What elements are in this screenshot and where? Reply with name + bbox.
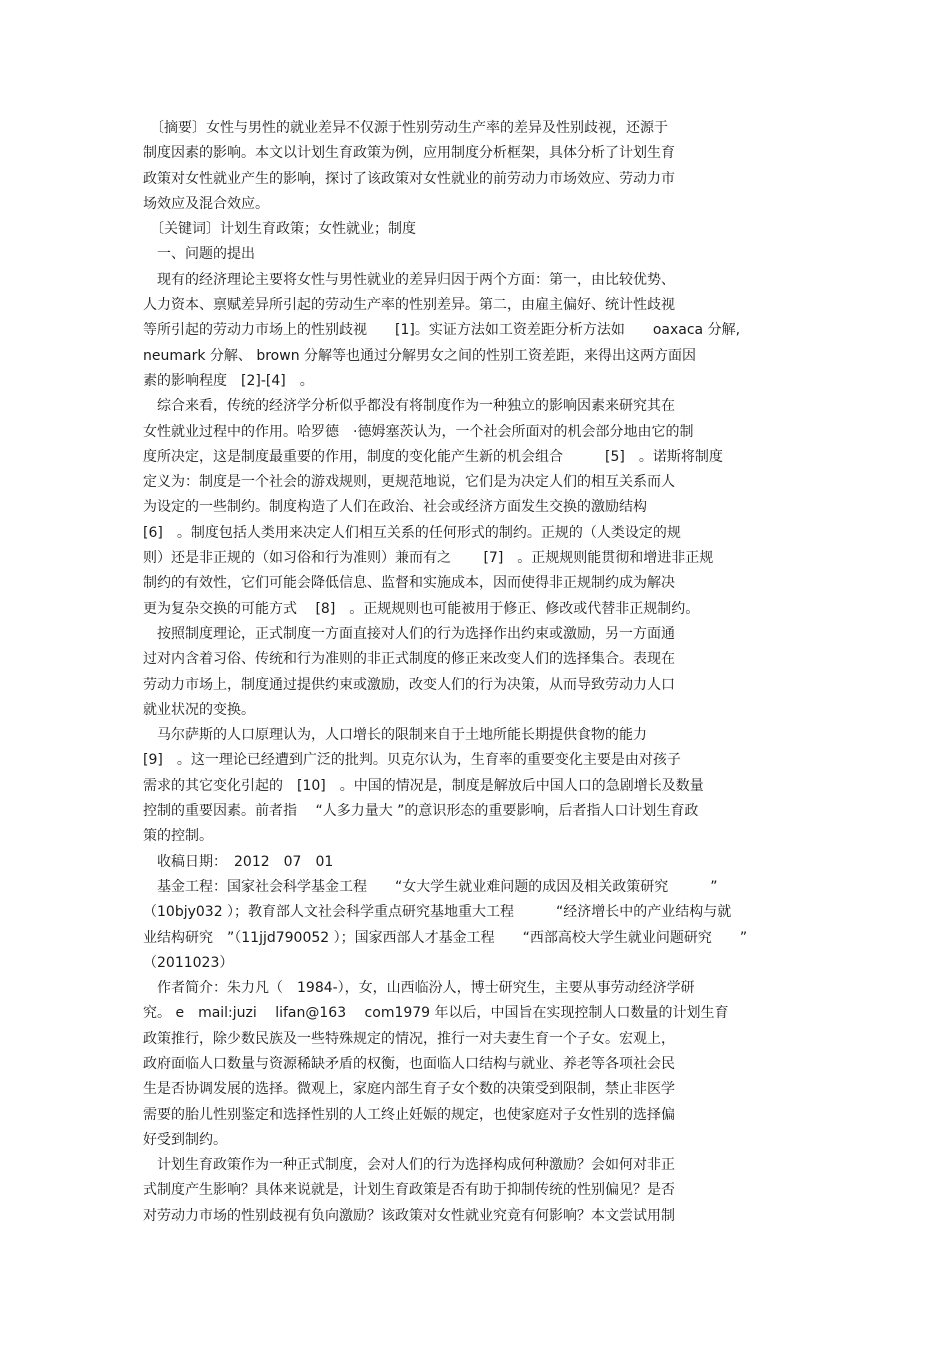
text-line: 基金工程：国家社会科学基金工程 “女大学生就业难问题的成因及相关政策研究 ”	[143, 878, 718, 895]
text-line: neumark 分解、 brown 分解等也通过分解男女之间的性别工资差距，来得出这两方面因	[143, 347, 697, 364]
text-line: 制约的有效性，它们可能会降低信息、监督和实施成本，因而使得非正规制约成为解决	[143, 575, 675, 592]
text-line: 为设定的一些制约。制度构造了人们在政治、社会或经济方面发生交换的激励结构	[143, 499, 647, 516]
text-line: 马尔萨斯的人口原理认为，人口增长的限制来自于土地所能长期提供食物的能力	[143, 727, 647, 744]
text-line: （2011023）	[143, 954, 234, 971]
text-line: 素的影响程度 [2]-[4] 。	[143, 372, 314, 389]
text-line: 需要的胎儿性别鉴定和选择性别的人工终止妊娠的规定，也使家庭对子女性别的选择偏	[143, 1106, 675, 1123]
text-line: 控制的重要因素。前者指 “人多力量大 ”的意识形态的重要影响，后者指人口计划生育政	[143, 803, 699, 820]
text-line: 好受到制约。	[143, 1131, 227, 1148]
text-line: 对劳动力市场的性别歧视有负向激励？该政策对女性就业究竟有何影响？本文尝试用制	[143, 1207, 675, 1224]
text-line: 一、问题的提出	[143, 246, 255, 263]
text-line: 需求的其它变化引起的 [10] 。中国的情况是，制度是解放后中国人口的急剧增长及数量	[143, 777, 704, 794]
text-line: 究。 e mail:juzi lifan@163 com1979 年以后，中国旨在实现控制人口数量的计划生育	[143, 1005, 729, 1022]
text-line: [9] 。这一理论已经遭到广泛的批判。贝克尔认为，生育率的重要变化主要是由对孩子	[143, 752, 681, 769]
text-line: 综合来看，传统的经济学分析似乎都没有将制度作为一种独立的影响因素来研究其在	[143, 398, 675, 415]
text-line: 收稿日期： 2012 07 01	[143, 853, 334, 870]
text-line: 按照制度理论，正式制度一方面直接对人们的行为选择作出约束或激励，另一方面通	[143, 625, 675, 642]
text-line: 女性就业过程中的作用。哈罗德 ·德姆塞茨认为，一个社会所面对的机会部分地由它的制	[143, 423, 694, 440]
text-line: 制度因素的影响。本文以计划生育政策为例，应用制度分析框架，具体分析了计划生育	[143, 145, 675, 162]
text-line: 就业状况的变换。	[143, 701, 255, 718]
text-line: 业结构研究 ”（11jjd790052 ）；国家西部人才基金工程 “西部高校大学生就业问题研究 ”	[143, 929, 748, 946]
text-line: 生是否协调发展的选择。微观上，家庭内部生育子女个数的决策受到限制，禁止非医学	[143, 1081, 675, 1098]
text-line: 更为复杂交换的可能方式 [8] 。正规规则也可能被用于修正、修改或代替非正规制约。	[143, 600, 700, 617]
body-text	[143, 116, 783, 1229]
text-line: 计划生育政策作为一种正式制度，会对人们的行为选择构成何种激励？会如何对非正	[143, 1157, 675, 1174]
text-line: 则）还是非正规的（如习俗和行为准则）兼而有之 [7] 。正规规则能贯彻和增进非正规	[143, 550, 714, 567]
text-line: 式制度产生影响？具体来说就是，计划生育政策是否有助于抑制传统的性别偏见？是否	[143, 1182, 675, 1199]
text-line: 劳动力市场上，制度通过提供约束或激励，改变人们的行为决策，从而导致劳动力人口	[143, 676, 675, 693]
text-line: 定义为：制度是一个社会的游戏规则，更规范地说，它们是为决定人们的相互关系而人	[143, 474, 675, 491]
text-line: 等所引起的劳动力市场上的性别歧视 [1]。实证方法如工资差距分析方法如 oaxaca 分解,	[143, 322, 741, 339]
text-line: 场效应及混合效应。	[143, 195, 269, 212]
text-line: 策的控制。	[143, 828, 213, 845]
text-line: 〔关键词〕计划生育政策；女性就业；制度	[143, 221, 416, 238]
text-line: [6] 。制度包括人类用来决定人们相互关系的任何形式的制约。正规的（人类设定的规	[143, 524, 681, 541]
text-line: 人力资本、禀赋差异所引起的劳动生产率的性别差异。第二，由雇主偏好、统计性歧视	[143, 297, 675, 314]
text-line: 政府面临人口数量与资源稀缺矛盾的权衡，也面临人口结构与就业、养老等各项社会民	[143, 1055, 675, 1072]
text-line: 过对内含着习俗、传统和行为准则的非正式制度的修正来改变人们的选择集合。表现在	[143, 651, 675, 668]
text-line: 〔摘要〕女性与男性的就业差异不仅源于性别劳动生产率的差异及性别歧视，还源于	[143, 120, 668, 136]
text-line: 作者简介：朱力凡（ 1984-），女，山西临汾人，博士研究生，主要从事劳动经济学研	[143, 980, 695, 997]
text-line: 政策对女性就业产生的影响，探讨了该政策对女性就业的前劳动力市场效应、劳动力市	[143, 170, 675, 187]
text-line: 现有的经济理论主要将女性与男性就业的差异归因于两个方面：第一，由比较优势、	[143, 271, 675, 288]
text-line: （10bjy032 ）；教育部人文社会科学重点研究基地重大工程 “经济增长中的产业结构与就	[143, 904, 732, 921]
text-line: 政策推行，除少数民族及一些特殊规定的情况，推行一对夫妻生育一个子女。宏观上，	[143, 1030, 675, 1047]
text-line: 度所决定，这是制度最重要的作用，制度的变化能产生新的机会组合 [5] 。诺斯将制度	[143, 448, 723, 465]
